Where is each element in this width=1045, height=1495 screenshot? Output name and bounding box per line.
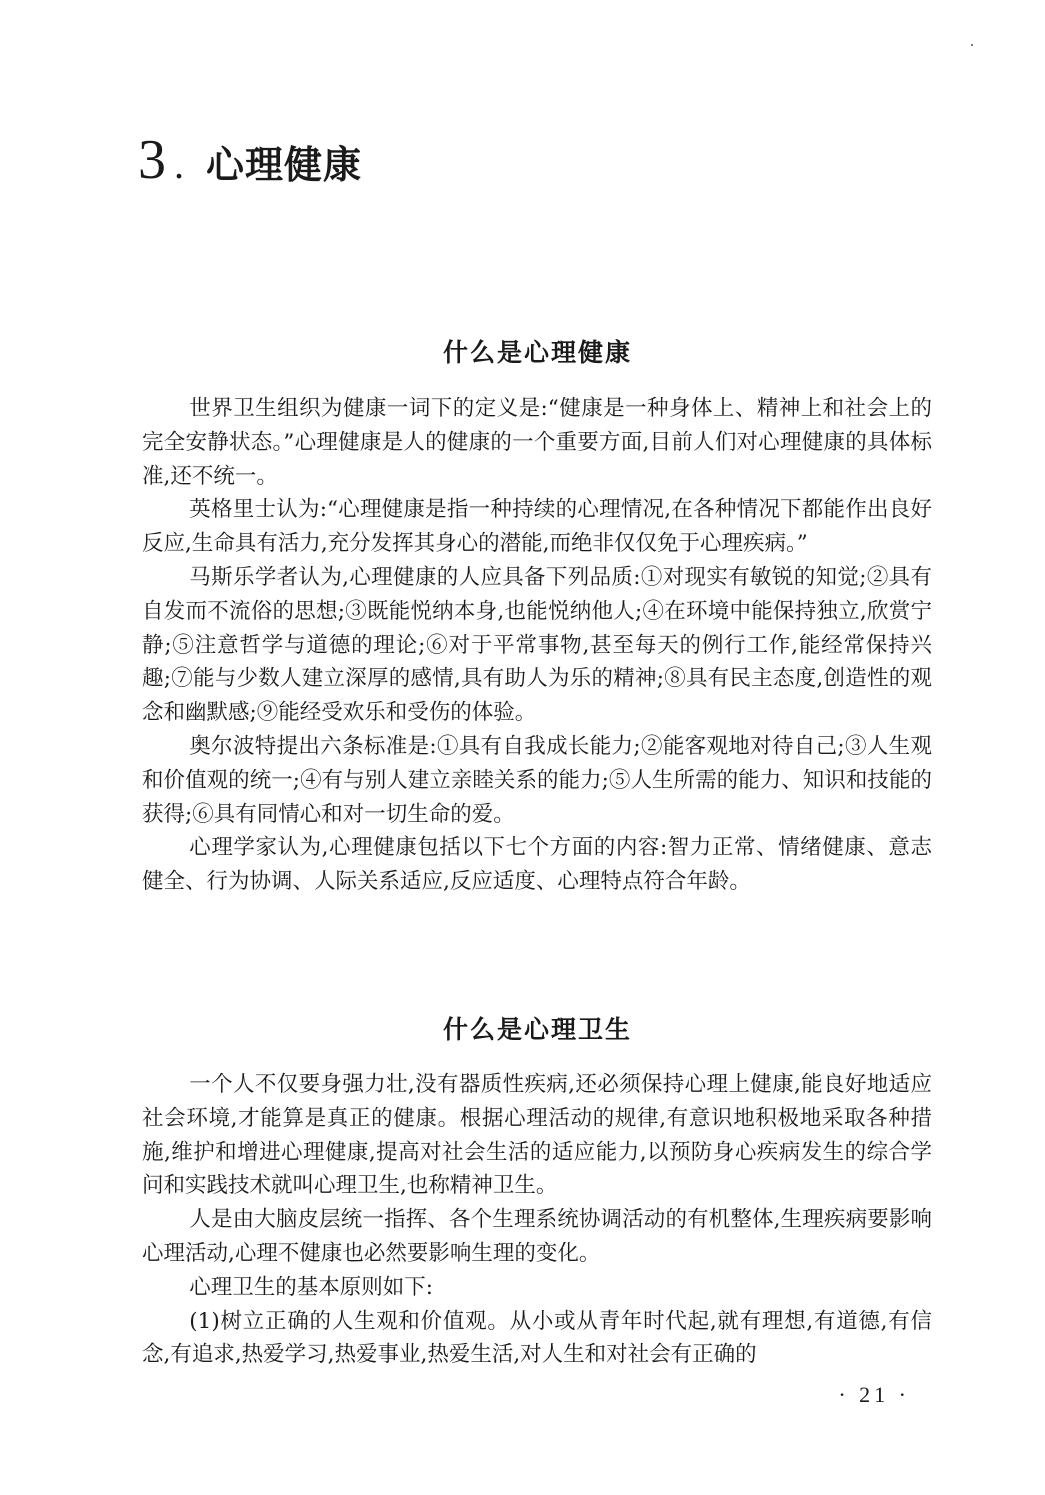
scan-speck <box>971 44 973 46</box>
paragraph: (1)树立正确的人生观和价值观。从小或从青年时代起,就有理想,有道德,有信念,有追求,热爱学习,热爱事业,热爱生活,对人生和对社会有正确的 <box>142 1308 932 1368</box>
paragraph: 奥尔波特提出六条标准是:①具有自我成长能力;②能客观地对待自己;③人生观和价值观的统一;④有与别人建立亲睦关系的能力;⑤人生所需的能力、知识和技能的获得;⑥具有同情心和对一切生命的爱。 <box>142 733 932 827</box>
paragraph: 马斯乐学者认为,心理健康的人应具备下列品质:①对现实有敏锐的知觉;②具有自发而不流俗的思想;③既能悦纳本身,也能悦纳他人;④在环境中能保持独立,欣赏宁静;⑤注意哲学与道德的理论;⑥对于平常事物,甚至每天的例行工作,能经常保持兴趣;⑦能与少数人建立深厚的感情,具有助人为乐的精神;⑧具有民主态度,创造性的观念和幽默感;⑨能经受欢乐和受伤的体验。 <box>142 564 932 726</box>
paragraph: 英格里士认为:“心理健康是指一种持续的心理情况,在各种情况下都能作出良好反应,生命具有活力,充分发挥其身心的潜能,而绝非仅仅免于心理疾病。” <box>142 497 932 557</box>
section-heading-mental-health: 什么是心理健康 <box>442 338 632 367</box>
chapter-title-text: 心理健康 <box>206 143 363 187</box>
chapter-number: 3 <box>138 129 168 191</box>
paragraph: 世界卫生组织为健康一词下的定义是:“健康是一种身体上、精神上和社会上的完全安静状态。”心理健康是人的健康的一个重要方面,目前人们对心理健康的具体标准,还不统一。 <box>142 396 932 489</box>
section-body-mental-health <box>142 392 932 899</box>
page-number: · 21 · <box>838 1382 910 1407</box>
chapter-title <box>138 128 362 192</box>
chapter-number-dot: . <box>174 142 184 187</box>
paragraph: 人是由大脑皮层统一指挥、各个生理系统协调活动的有机整体,生理疾病要影响心理活动,心理不健康也必然要影响生理的变化。 <box>142 1207 932 1266</box>
paragraph: 心理学家认为,心理健康包括以下七个方面的内容:智力正常、情绪健康、意志健全、行为协调、人际关系适应,反应适度、心理特点符合年龄。 <box>142 835 932 895</box>
paragraph: 一个人不仅要身强力壮,没有器质性疾病,还必须保持心理上健康,能良好地适应社会环境,才能算是真正的健康。根据心理活动的规律,有意识地积极地采取各种措施,维护和增进心理健康,提高对社会生活的适应能力,以预防身心疾病发生的综合学问和实践技术就叫心理卫生,也称精神卫生。 <box>142 1072 932 1199</box>
section-heading-mental-hygiene: 什么是心理卫生 <box>442 1015 632 1044</box>
paragraph: 心理卫生的基本原则如下: <box>189 1274 434 1300</box>
section-body-mental-hygiene <box>142 1068 932 1372</box>
